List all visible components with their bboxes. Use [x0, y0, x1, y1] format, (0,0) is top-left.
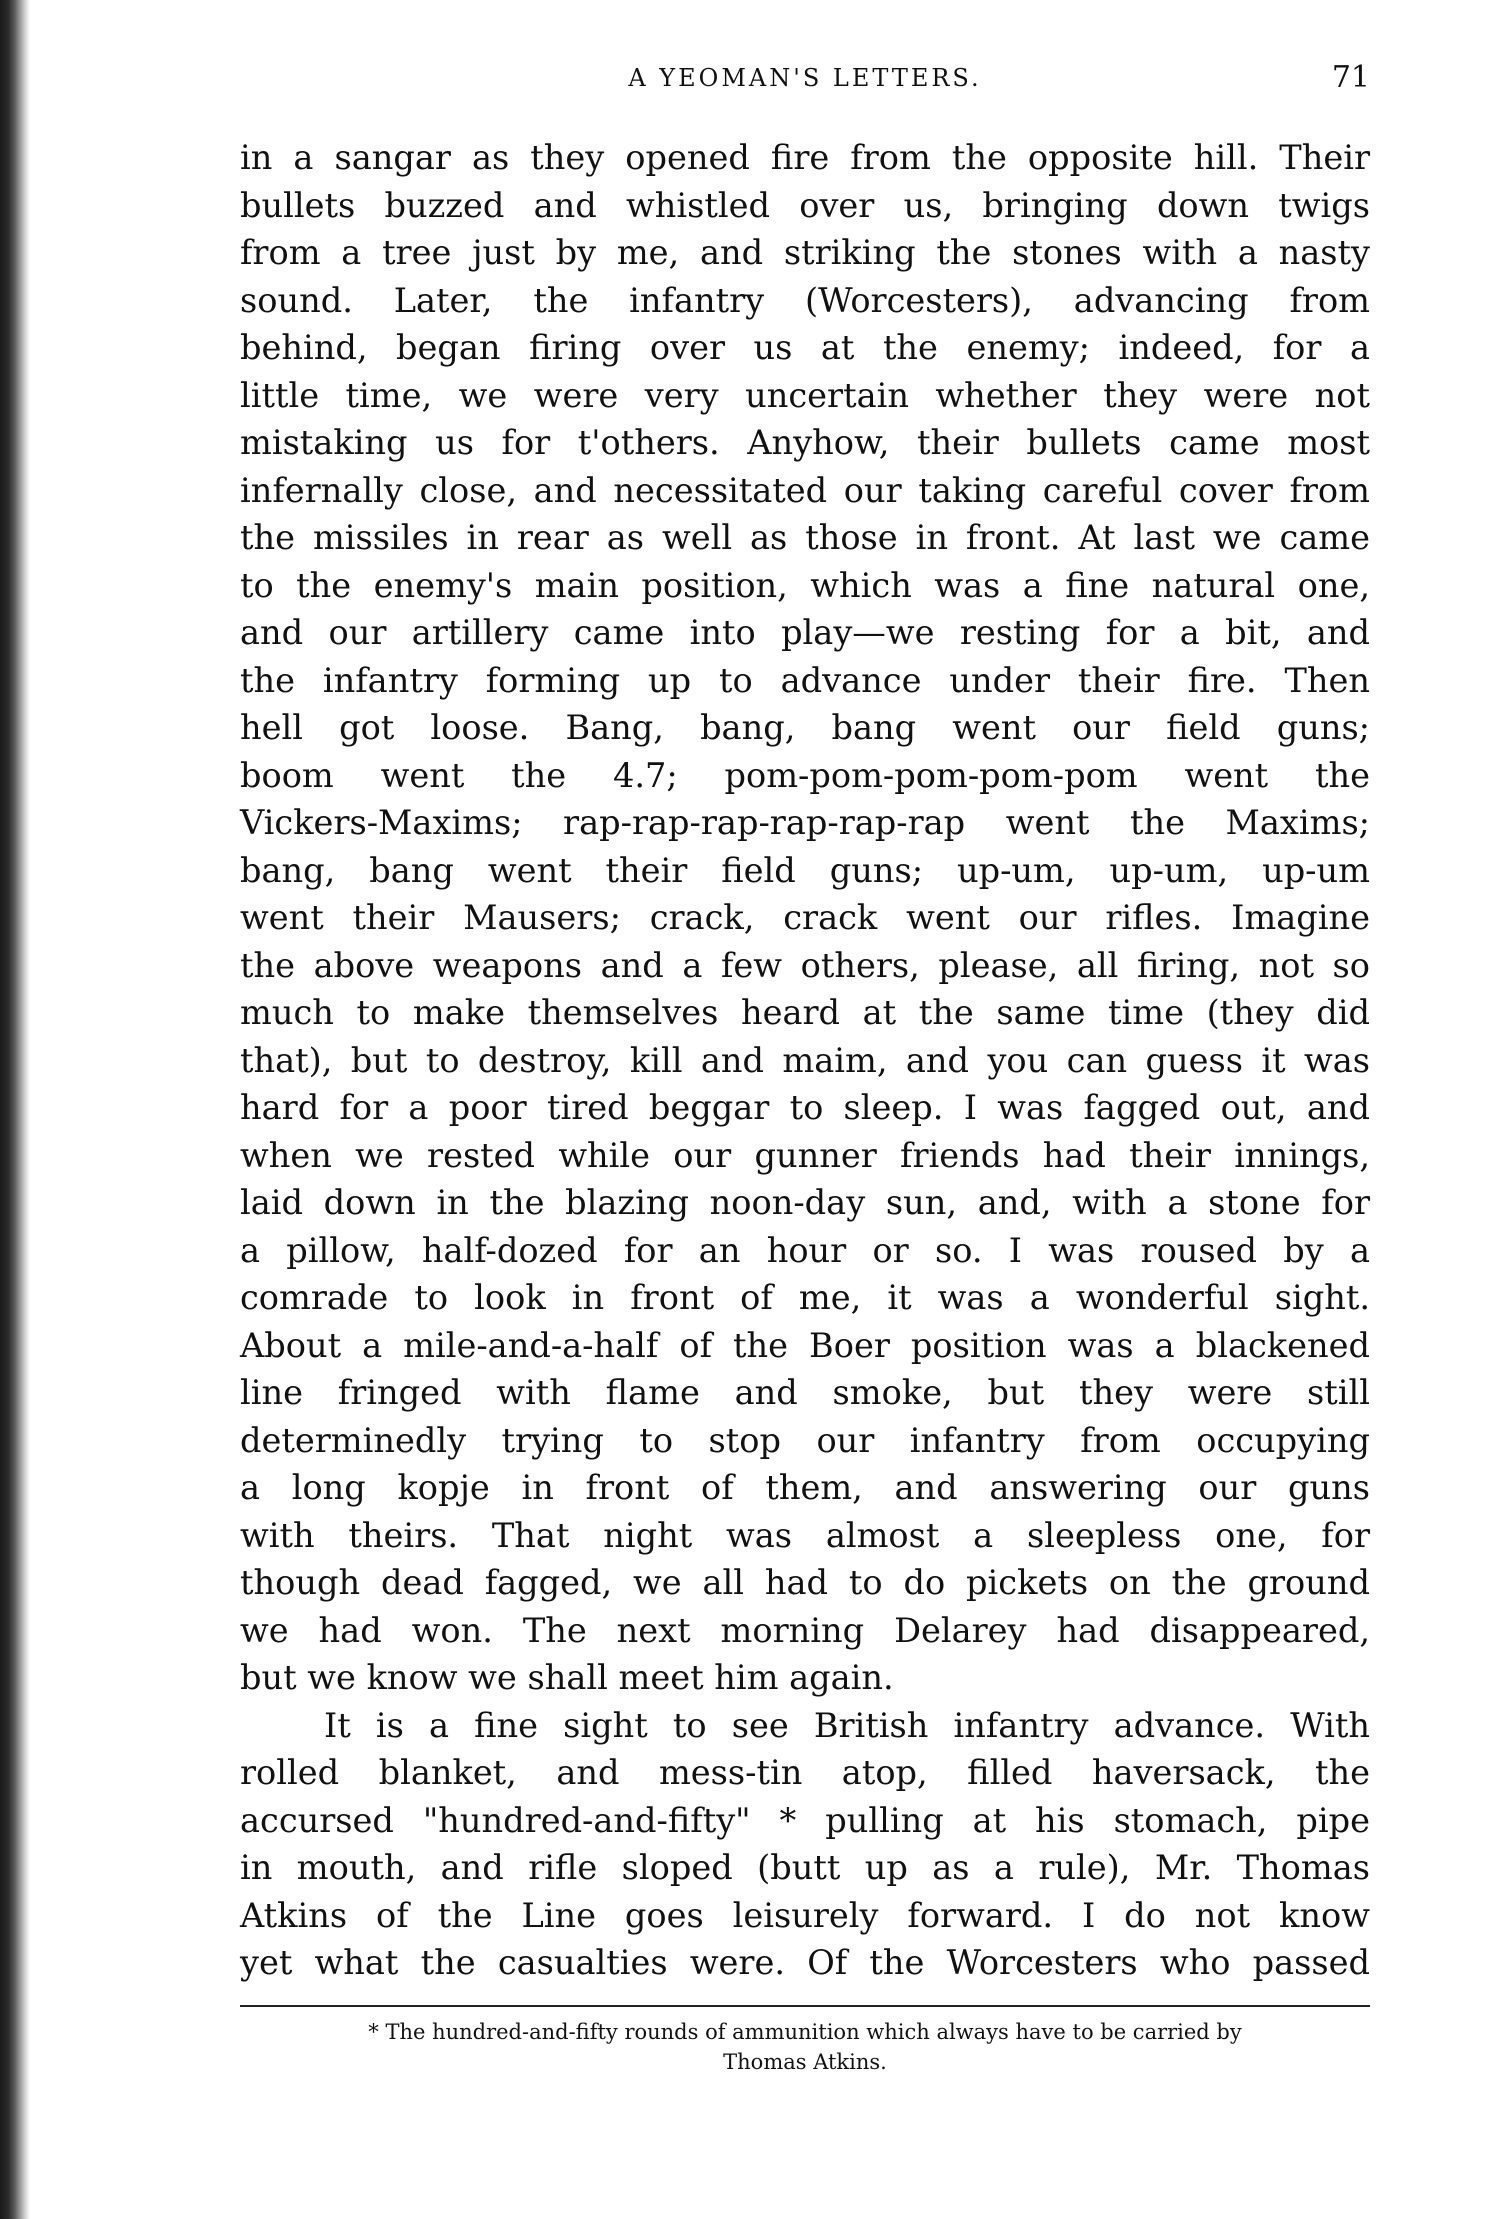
text-line: when we rested while our gunner friends had their innings, [240, 1135, 1370, 1175]
body-text [240, 134, 1370, 1987]
text-line: though dead fagged, we all had to do pickets on the ground [240, 1563, 1370, 1602]
paragraph-end-line: but we know we shall meet him again. [240, 1658, 894, 1697]
text-line: sound. Later, the infantry (Worcesters), advancing from [240, 280, 1370, 320]
text-line: and our artillery came into play—we resting for a bit, and [240, 613, 1370, 652]
text-line: line fringed with flame and smoke, but they were still [240, 1373, 1370, 1412]
running-title: A YEOMAN'S LETTERS. [628, 64, 982, 92]
text-line: hard for a poor tired beggar to sleep. I was fagged out, and [240, 1088, 1370, 1127]
text-line: Vickers-Maxims; rap-rap-rap-rap-rap-rap went the Maxims; [240, 803, 1370, 842]
text-line: mistaking us for t'others. Anyhow, their bullets came most [240, 423, 1370, 462]
text-line: rolled blanket, and mess-tin atop, filled haversack, the [240, 1753, 1370, 1792]
text-line: a pillow, half-dozed for an hour or so. I was roused by a [240, 1230, 1370, 1270]
text-line: little time, we were very uncertain whether they were not [240, 375, 1370, 415]
footnote-line: * The hundred-and-fifty rounds of ammunition which always have to be carried by [368, 2019, 1242, 2044]
text-line: that), but to destroy, kill and maim, and you can guess it was [240, 1040, 1370, 1080]
paragraph-start-line: It is a fine sight to see British infantry advance. With [324, 1705, 1370, 1745]
text-line: the missiles in rear as well as those in front. At last we came [240, 518, 1370, 557]
text-line: comrade to look in front of me, it was a wonderful sight. [240, 1278, 1370, 1317]
footnote [240, 2017, 1370, 2077]
text-line: we had won. The next morning Delarey had disappeared, [240, 1610, 1370, 1650]
text-line: Atkins of the Line goes leisurely forward. I do not know [240, 1895, 1370, 1935]
book-spine-shadow [0, 0, 30, 2219]
running-head [240, 60, 1370, 104]
footnote-line: Thomas Atkins. [723, 2049, 887, 2074]
text-line: determinedly trying to stop our infantry from occupying [240, 1420, 1370, 1460]
page-number: 71 [1331, 60, 1370, 95]
text-line: much to make themselves heard at the same time (they did [240, 993, 1370, 1032]
text-line: About a mile-and-a-half of the Boer position was a blackened [240, 1325, 1370, 1365]
text-line: bang, bang went their field guns; up-um, up-um, up-um [240, 850, 1370, 890]
text-line: hell got loose. Bang, bang, bang went our field guns; [240, 708, 1370, 747]
text-line: in a sangar as they opened fire from the opposite hill. Their [240, 138, 1370, 177]
text-line: in mouth, and rifle sloped (butt up as a rule), Mr. Thomas [240, 1848, 1370, 1887]
book-page [240, 60, 1370, 2077]
text-line: laid down in the blazing noon-day sun, and, with a stone for [240, 1183, 1370, 1222]
text-line: went their Mausers; crack, crack went our rifles. Imagine [240, 898, 1370, 937]
text-line: bullets buzzed and whistled over us, bringing down twigs [240, 185, 1370, 225]
footnote-divider [240, 2005, 1370, 2007]
text-line: a long kopje in front of them, and answering our guns [240, 1468, 1370, 1507]
text-line: the above weapons and a few others, please, all firing, not so [240, 945, 1370, 985]
text-line: the infantry forming up to advance under their fire. Then [240, 660, 1370, 700]
text-line: to the enemy's main position, which was a fine natural one, [240, 565, 1370, 605]
text-line: accursed "hundred-and-fifty" * pulling at his stomach, pipe [240, 1800, 1370, 1840]
text-line: infernally close, and necessitated our taking careful cover from [240, 470, 1370, 510]
text-line: from a tree just by me, and striking the stones with a nasty [240, 233, 1370, 272]
text-line: behind, began firing over us at the enemy; indeed, for a [240, 328, 1370, 367]
text-line: with theirs. That night was almost a sleepless one, for [240, 1515, 1370, 1555]
text-line: boom went the 4.7; pom-pom-pom-pom-pom went the [240, 755, 1370, 795]
text-line: yet what the casualties were. Of the Worcesters who passed [240, 1943, 1370, 1982]
